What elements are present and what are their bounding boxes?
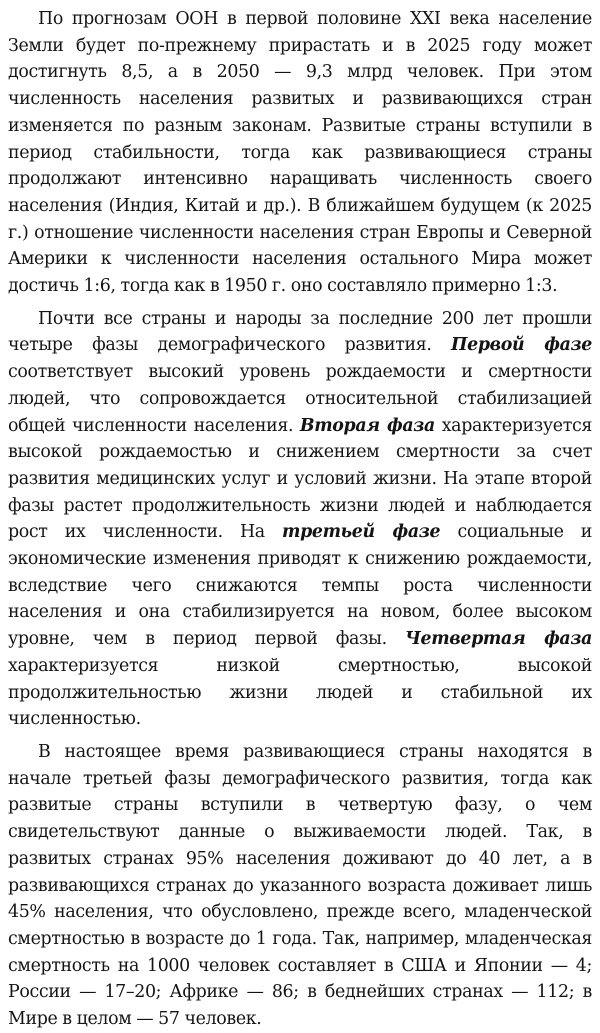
paragraph-survival-rates xyxy=(8,739,592,1033)
text-run: В настоящее время развивающиеся страны находятся в начале третьей фазы демографического развития, тогда как развитые страны вступили в четвертую фазу, о чем свидетельствуют данные о выживаемости людей. Так, в развитых странах 95% населения доживают до 40 лет, а в развивающихся странах до указанного возраста доживает лишь 45% населения, что обусловлено, прежде всего, младенческой смертностью в возрасте до 1 года. Так, например, младенческая смертность на 1000 человек составляет в США и Японии — 4; России — 17–20; Африке — 86; в беднейших странах — 112; в Мире в целом — 57 человек. xyxy=(8,741,592,1030)
text-run: По прогнозам ООН в первой половине XXI века население Земли будет по-прежнему прирастать и в 2025 году может достигнуть 8,5, а в 2050 — 9,3 млрд человек. При этом численность населения развитых и развивающихся стран изменяется по разным законам. Развитые страны вступили в период стабильности, тогда как развивающиеся страны продолжают интенсивно наращивать численность своего населения (Индия, Китай и др.). В ближайшем будущем (к 2025 г.) отношение численности населения стран Европы и Северной Америки к численности населения остального Мира может достичь 1:6, тогда как в 1950 г. оно составляло примерно 1:3. xyxy=(8,9,592,297)
term-fourth-phase: Четвертая фаза xyxy=(405,629,592,650)
term-third-phase: третьей фазе xyxy=(282,522,441,543)
text-run: характеризуется высокой рождаемостью и снижением смертности за счет развития медицинских услуг и условий жизни. На этапе второй фазы растет продолжительность жизни людей и наблюдается рост их численности. На xyxy=(8,415,592,543)
text-run: соответствует высокий уровень рождаемости и смертности людей, что сопровождается относительной стабилизацией общей численности населения. xyxy=(8,362,592,436)
text-run: Почти все страны и народы за последние 200 лет прошли четыре фазы демографического развития. xyxy=(8,308,592,356)
paragraph-un-forecast xyxy=(8,6,592,300)
term-second-phase: Вторая фаза xyxy=(299,415,435,436)
text-run: социальные и экономические изменения приводят к снижению рождаемости, вследствие чего снижаются темпы роста численности населения и она стабилизируется на новом, более высоком уровне, чем в период первой фазы. xyxy=(8,522,592,650)
paragraph-demographic-phases xyxy=(8,306,592,733)
term-first-phase: Первой фазе xyxy=(451,335,592,356)
text-run: характеризуется низкой смертностью, высокой продолжительностью жизни людей и стабильной их численностью. xyxy=(8,655,592,730)
